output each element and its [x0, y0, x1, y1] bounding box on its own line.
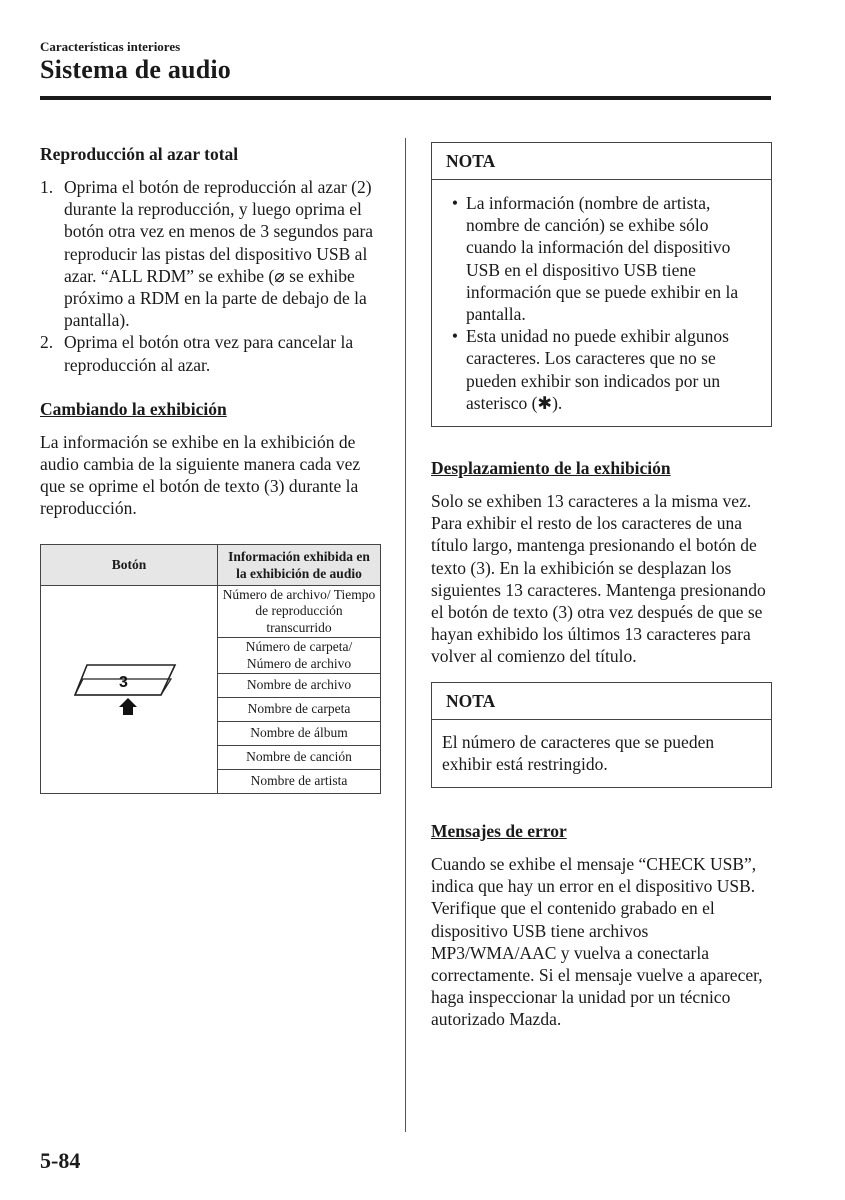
- table-cell: Nombre de archivo: [218, 674, 381, 698]
- table-cell: Nombre de canción: [218, 746, 381, 770]
- step-text: Oprima el botón de reproducción al azar (2) durante la reproducción, y luego oprima el botón otra vez en menos de 3 segundos para reproducir las pistas del dispositivo USB al azar. “ALL RDM” se exhibe (⌀ se exhibe próximo a RDM en la parte de debajo de la pantalla).: [64, 177, 374, 331]
- errors-text: Cuando se exhibe el mensaje “CHECK USB”, indica que hay un error en el dispositivo USB. Verifique que el contenido grabado en el dispositivo USB tiene archivos MP3/WMA/AAC y vuelva a conectarla correctamente. Si el mensaje vuelve a aparecer, haga inspeccionar la unidad por un técnico autorizado Mazda.: [431, 854, 763, 1030]
- table-cell: Nombre de artista: [218, 770, 381, 794]
- bullet-icon: •: [451, 326, 459, 347]
- table-header-button: Botón: [41, 544, 218, 585]
- step-text: Oprima el botón otra vez para cancelar la reproducción al azar.: [64, 332, 354, 375]
- bullet-text: La información (nombre de artista, nombre de canción) se exhibe sólo cuando la información del dispositivo USB en el dispositivo USB tiene información que se puede exhibir en la pantalla.: [466, 193, 739, 325]
- bullet-icon: •: [451, 193, 459, 213]
- step-number: 2.: [40, 332, 54, 353]
- nota-box-2: [431, 682, 772, 788]
- display-change-heading: Cambiando la exhibición: [40, 398, 227, 419]
- table-cell: Nombre de carpeta: [218, 698, 381, 722]
- nota-body: El número de caracteres que se pueden exhibir está restringido.: [442, 731, 715, 774]
- scroll-heading: Desplazamiento de la exhibición: [431, 458, 671, 479]
- table-row: [41, 585, 381, 638]
- column-divider: [405, 138, 406, 1132]
- text-button-3-icon: [73, 659, 185, 719]
- table-header-row: [41, 544, 381, 585]
- nota-box-1: [431, 142, 772, 427]
- table-header-info: Información exhibida en la exhibición de audio: [218, 544, 381, 585]
- title-rule: [40, 96, 771, 100]
- list-item: [444, 325, 761, 414]
- shuffle-steps: [40, 176, 385, 376]
- page-title: Sistema de audio: [40, 55, 232, 84]
- right-column: [431, 142, 772, 1031]
- section-label: Características interiores: [40, 39, 181, 54]
- scroll-text: Solo se exhiben 13 caracteres a la misma vez. Para exhibir el resto de los caracteres de una título largo, mantenga presionando el botón de texto (3). En la exhibición se desplazan los siguientes 13 caracteres. Mantenga presionando el botón de texto (3) otra vez después de que se hayan exhibido los últimos 13 caracteres para volver al comienzo del título.: [431, 491, 766, 667]
- table-cell: Número de carpeta/ Número de archivo: [218, 638, 381, 674]
- page-number: 5-84: [40, 1148, 81, 1173]
- list-item: [444, 192, 761, 325]
- step-number: 1.: [40, 177, 54, 197]
- nota-body: [432, 180, 771, 426]
- display-info-table: [40, 544, 381, 795]
- table-cell: Número de archivo/ Tiempo de reproducción transcurrido: [218, 585, 381, 638]
- bullet-text: Esta unidad no puede exhibir algunos caracteres. Los caracteres que no se pueden exhibir son indicados por un asterisco (✱).: [466, 326, 729, 413]
- button-label: 3: [119, 674, 128, 692]
- left-column: [40, 142, 385, 794]
- up-arrow-icon: [119, 698, 137, 715]
- shuffle-heading: Reproducción al azar total: [40, 144, 239, 164]
- errors-heading: Mensajes de error: [431, 821, 567, 842]
- nota-title: NOTA: [432, 143, 771, 180]
- nota-title: NOTA: [432, 683, 771, 720]
- step-item: [40, 331, 385, 375]
- table-cell: Nombre de álbum: [218, 722, 381, 746]
- step-item: [40, 176, 385, 331]
- button-cell: [41, 585, 218, 794]
- display-change-text: La información se exhibe en la exhibición de audio cambia de la siguiente manera cada vez que se oprime el botón de texto (3) durante la reproducción.: [40, 431, 361, 519]
